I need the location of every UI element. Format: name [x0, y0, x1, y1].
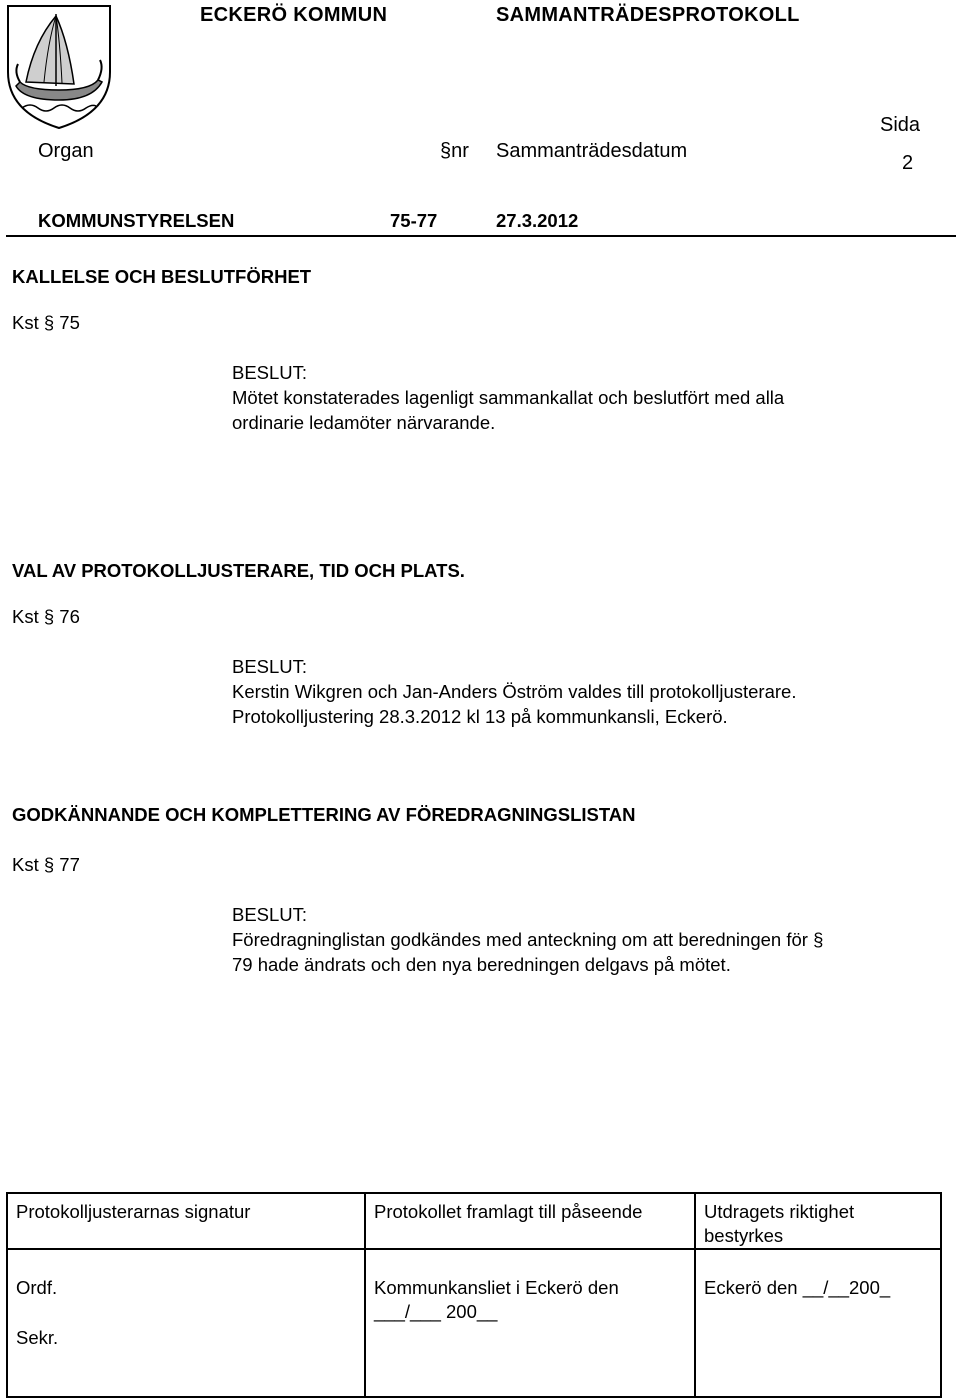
- section-heading-77: GODKÄNNANDE OCH KOMPLETTERING AV FÖREDRAGNINGSLISTAN: [12, 804, 636, 825]
- signature-table-header-row: [7, 1193, 941, 1249]
- section-value: 75-77: [390, 210, 438, 231]
- signature-cell-certified: Eckerö den __/__200_: [695, 1249, 941, 1397]
- coat-of-arms-logo: [4, 2, 114, 130]
- signature-header-certified: Utdragets riktighet bestyrkes: [695, 1193, 941, 1249]
- date-value: 27.3.2012: [496, 210, 579, 231]
- signature-header-posted: Protokollet framlagt till påseende: [365, 1193, 695, 1249]
- decision-label-77: BESLUT:: [232, 904, 308, 925]
- decision-label-75: BESLUT:: [232, 362, 308, 383]
- date-label: Sammanträdesdatum: [496, 140, 688, 162]
- section-heading-76: VAL AV PROTOKOLLJUSTERARE, TID OCH PLATS.: [12, 560, 465, 581]
- signature-cell-adjusters: [7, 1249, 365, 1397]
- signature-table: [6, 1192, 942, 1398]
- organ-label: Organ: [38, 140, 94, 162]
- decision-line-75-1: Mötet konstaterades lagenligt sammankallat och beslutfört med alla: [232, 387, 785, 408]
- decision-line-76-1: Kerstin Wikgren och Jan-Anders Öström valdes till protokolljusterare.: [232, 681, 797, 702]
- header-rule: [6, 235, 956, 237]
- sekr-label: Sekr.: [16, 1327, 59, 1348]
- signature-cell-posted: Kommunkansliet i Eckerö den ___/___ 200__: [365, 1249, 695, 1397]
- kst-77: Kst § 77: [12, 854, 80, 875]
- page-label: Sida: [880, 114, 921, 136]
- decision-line-75-2: ordinarie ledamöter närvarande.: [232, 412, 496, 433]
- organ-value: KOMMUNSTYRELSEN: [38, 210, 235, 231]
- viking-ship-coat-of-arms-icon: [4, 2, 114, 130]
- decision-line-76-2: Protokolljustering 28.3.2012 kl 13 på kommunkansli, Eckerö.: [232, 706, 728, 727]
- decision-line-77-2: 79 hade ändrats och den nya beredningen delgavs på mötet.: [232, 954, 731, 975]
- decision-line-77-1: Föredragninglistan godkändes med anteckning om att beredningen för §: [232, 929, 824, 950]
- section-label: §nr: [440, 140, 469, 162]
- signature-table-value-row: [7, 1249, 941, 1397]
- page-number: 2: [902, 152, 914, 174]
- municipality-name: ECKERÖ KOMMUN: [200, 4, 388, 26]
- section-heading-75: KALLELSE OCH BESLUTFÖRHET: [12, 266, 312, 287]
- decision-label-76: BESLUT:: [232, 656, 308, 677]
- document-type: SAMMANTRÄDESPROTOKOLL: [496, 4, 800, 26]
- ordf-label: Ordf.: [16, 1277, 58, 1298]
- kst-75: Kst § 75: [12, 312, 80, 333]
- signature-header-adjusters: Protokolljusterarnas signatur: [7, 1193, 365, 1249]
- kst-76: Kst § 76: [12, 606, 80, 627]
